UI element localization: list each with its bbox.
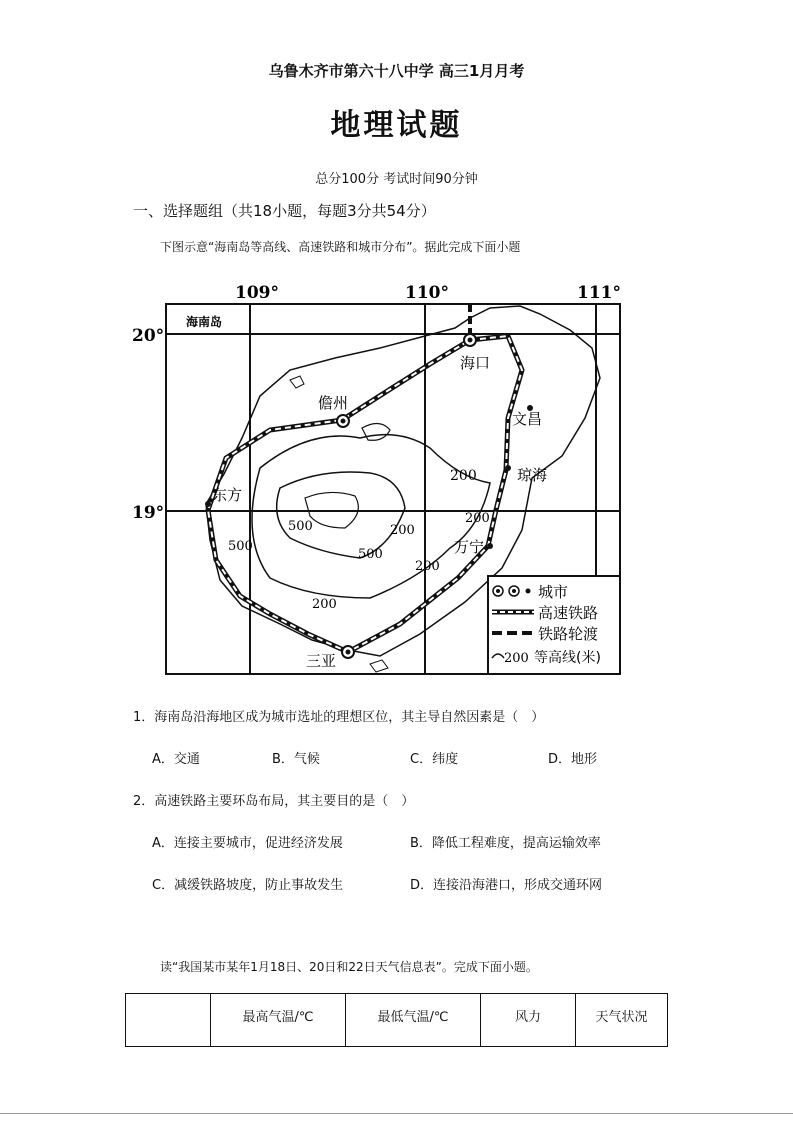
city-label: 海口	[460, 354, 491, 372]
exam-info: 总分100分 考试时间90分钟	[315, 172, 478, 187]
question-2-stem: 2．高速铁路主要环岛布局，其主要目的是（ ）	[133, 794, 415, 809]
legend-ferry: 铁路轮渡	[538, 625, 599, 643]
legend-highspeed: 高速铁路	[538, 604, 599, 622]
question-intro: 下图示意“海南岛等高线、高速铁路和城市分布”。据此完成下面小题	[160, 240, 521, 254]
city-label: 琼海	[517, 466, 548, 484]
q1-option-c[interactable]: C．纬度	[410, 752, 459, 767]
q2-option-c[interactable]: C．减缓铁路坡度，防止事故发生	[152, 878, 344, 893]
table-header-cell: 最高气温/℃	[211, 994, 346, 1047]
map-legend	[488, 576, 620, 674]
page-bottom-rule	[0, 1113, 793, 1114]
question-intro-2: 读“我国某市某年1月18日、20日和22日天气信息表”。完成下面小题。	[160, 960, 538, 974]
legend-city: 城市	[538, 583, 569, 601]
lat-label: 19°	[132, 503, 165, 523]
table-header-cell	[126, 994, 211, 1047]
map-title: 海南岛	[186, 315, 223, 329]
city-label: 儋州	[318, 394, 349, 412]
contour-label: 200	[415, 559, 440, 574]
contour-label: 500	[228, 539, 253, 554]
q1-option-a[interactable]: A．交通	[152, 752, 200, 767]
lon-label: 110°	[405, 283, 449, 303]
contour-label: 200	[390, 523, 415, 538]
q2-option-a[interactable]: A．连接主要城市，促进经济发展	[152, 836, 343, 851]
contour-label: 200	[450, 468, 477, 484]
legend-contour: 等高线(米)	[534, 650, 601, 666]
contour-label: 200	[312, 597, 337, 612]
legend-contour-value: 200	[504, 651, 529, 666]
contour-label: 500	[358, 547, 383, 562]
q1-option-b[interactable]: B．气候	[272, 752, 320, 767]
table-header-cell: 最低气温/℃	[346, 994, 481, 1047]
city-label: 万宁	[454, 538, 485, 556]
school-header: 乌鲁木齐市第六十八中学 高三1月月考	[268, 62, 525, 80]
section-heading: 一、选择题组（共18小题，每题3分共54分）	[133, 202, 436, 220]
hainan-map	[130, 278, 630, 678]
contour-label: 500	[288, 519, 313, 534]
city-label: 三亚	[306, 652, 337, 670]
page-title: 地理试题	[330, 108, 463, 143]
question-1-stem: 1．海南岛沿海地区成为城市选址的理想区位，其主导自然因素是（ ）	[133, 710, 545, 725]
contour-label: 200	[465, 511, 490, 526]
q2-option-b[interactable]: B．降低工程难度，提高运输效率	[410, 836, 601, 851]
table-header-cell: 风力	[481, 994, 576, 1047]
city-label: 东方	[212, 486, 243, 504]
table-header-row	[126, 994, 668, 1047]
lat-label: 20°	[132, 326, 165, 346]
q1-option-d[interactable]: D．地形	[548, 752, 598, 767]
lon-label: 111°	[577, 283, 621, 303]
lon-label: 109°	[235, 283, 279, 303]
table-header-cell: 天气状况	[576, 994, 668, 1047]
weather-table	[125, 993, 668, 1047]
city-label: 文昌	[512, 410, 543, 428]
q2-option-d[interactable]: D．连接沿海港口，形成交通环网	[410, 878, 603, 893]
